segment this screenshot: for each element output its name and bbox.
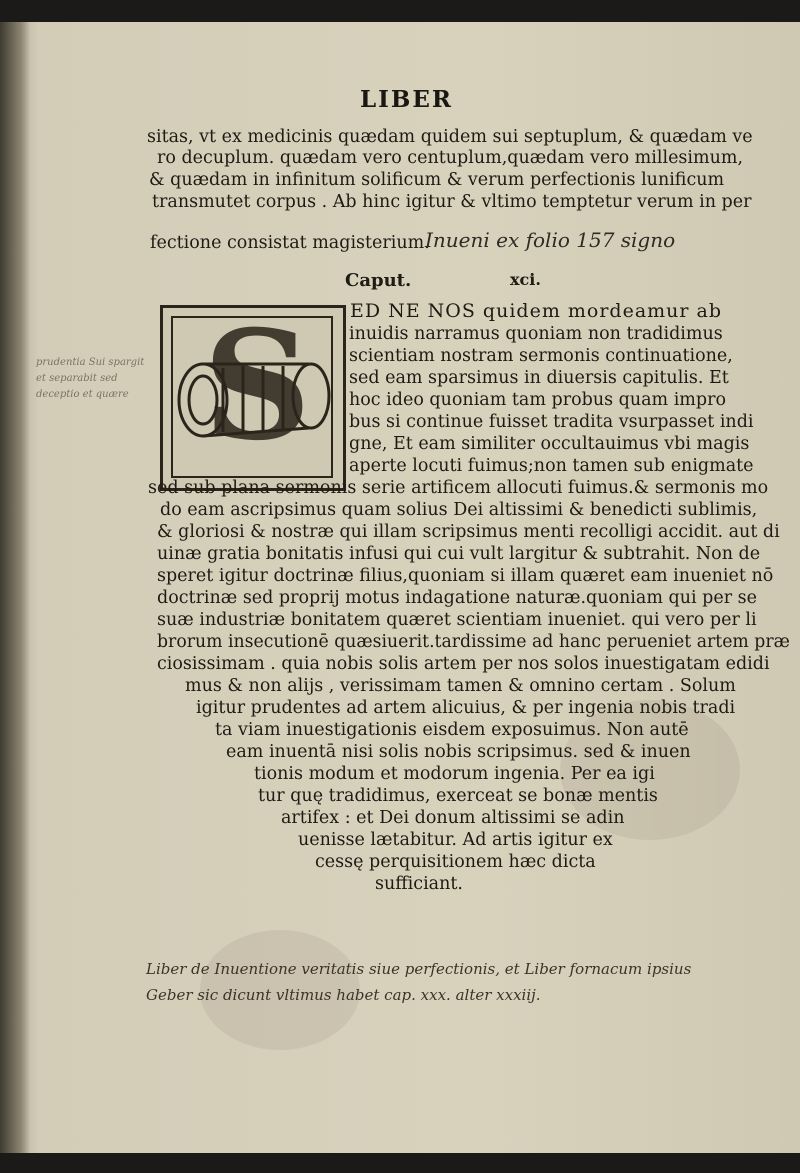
chapter-label: Caput. <box>345 270 412 291</box>
text-line: bus si continue fuisset tradita vsurpasset indi <box>349 412 754 432</box>
text-line: & quædam in infinitum solificum & verum perfectionis lunificum <box>149 170 725 190</box>
text-line: transmutet corpus . Ab hinc igitur & vltimo temptetur verum in per <box>152 192 752 212</box>
text-line: doctrinæ sed proprij motus indagatione naturæ.quoniam qui per se <box>157 588 757 608</box>
text-line: sed eam sparsimus in diuersis capitulis. Et <box>349 368 729 388</box>
text-line: sufficiant. <box>375 874 463 894</box>
initial-letter: S <box>203 298 312 474</box>
margin-note-line: prudentia Sui spargit <box>36 357 145 368</box>
text-line: sitas, vt ex medicinis quædam quidem sui septuplum, & quædam ve <box>147 127 753 147</box>
margin-note-line: et separabit sed <box>36 373 118 384</box>
margin-note-line: deceptio et quære <box>36 389 129 400</box>
text-line: eam inuentā nisi solis nobis scripsimus. sed & inuen <box>226 742 691 762</box>
text-line: uinæ gratia bonitatis infusi qui cui vult largitur & subtrahit. Non de <box>157 544 761 564</box>
text-line: ED NE NOS quidem mordeamur ab <box>350 300 723 322</box>
handwritten-note-line: Liber de Inuentione veritatis siue perfectionis, et Liber fornacum ipsius <box>146 960 692 978</box>
text-line: suæ industriæ bonitatem quæret scientiam inueniet. qui vero per li <box>157 610 757 630</box>
text-line: inuidis narramus quoniam non tradidimus <box>349 324 723 344</box>
text-line: ta viam inuestigationis eisdem exposuimus. Non autē <box>215 720 689 740</box>
text-line: artifex : et Dei donum altissimi se adin <box>281 808 625 828</box>
page-gutter-shadow <box>0 22 30 1153</box>
decorated-initial <box>160 298 346 491</box>
text-line: fectione consistat magisterium. <box>150 233 430 253</box>
text-line: ro decuplum. quædam vero centuplum,quædam vero millesimum, <box>157 148 744 168</box>
handwritten-annotation-top: Inueni ex folio 157 signo <box>425 228 676 252</box>
text-line: uenisse lætabitur. Ad artis igitur ex <box>298 830 613 850</box>
handwritten-note-line: Geber sic dicunt vltimus habet cap. xxx. alter xxxiij. <box>146 986 541 1004</box>
text-line: scientiam nostram sermonis continuatione, <box>349 346 733 366</box>
text-line: cessę perquisitionem hæc dicta <box>315 852 596 872</box>
margin-note <box>36 355 154 403</box>
chapter-number: xci. <box>510 270 541 289</box>
text-line: brorum insecutionē quæsiuerit.tardissime ad hanc perueniet artem præ <box>157 632 790 652</box>
text-line: speret igitur doctrinæ filius,quoniam si illam quæret eam inueniet nō <box>157 566 774 586</box>
text-line: hoc ideo quoniam tam probus quam impro <box>349 390 726 410</box>
text-line: mus & non alijs , verissimam tamen & omnino certam . Solum <box>185 676 736 696</box>
text-line: & gloriosi & nostræ qui illam scripsimus menti recolligi accidit. aut di <box>157 522 780 542</box>
text-line: tur quę tradidimus, exerceat se bonæ mentis <box>258 786 658 806</box>
text-line: gne, Et eam similiter occultauimus vbi magis <box>349 434 750 454</box>
running-head: LIBER <box>360 86 454 113</box>
text-line: do eam ascripsimus quam solius Dei altissimi & benedicti sublimis, <box>160 500 758 520</box>
text-line: igitur prudentes ad artem alicuius, & per ingenia nobis tradi <box>196 698 736 718</box>
text-line: tionis modum et modorum ingenia. Per ea igi <box>254 764 655 784</box>
text-line: ciosissimam . quia nobis solis artem per nos solos inuestigatam edidi <box>157 654 770 674</box>
text-line: aperte locuti fuimus;non tamen sub enigmate <box>349 456 754 476</box>
text-line: sed sub plana sermonis serie artificem allocuti fuimus.& sermonis mo <box>148 478 769 498</box>
